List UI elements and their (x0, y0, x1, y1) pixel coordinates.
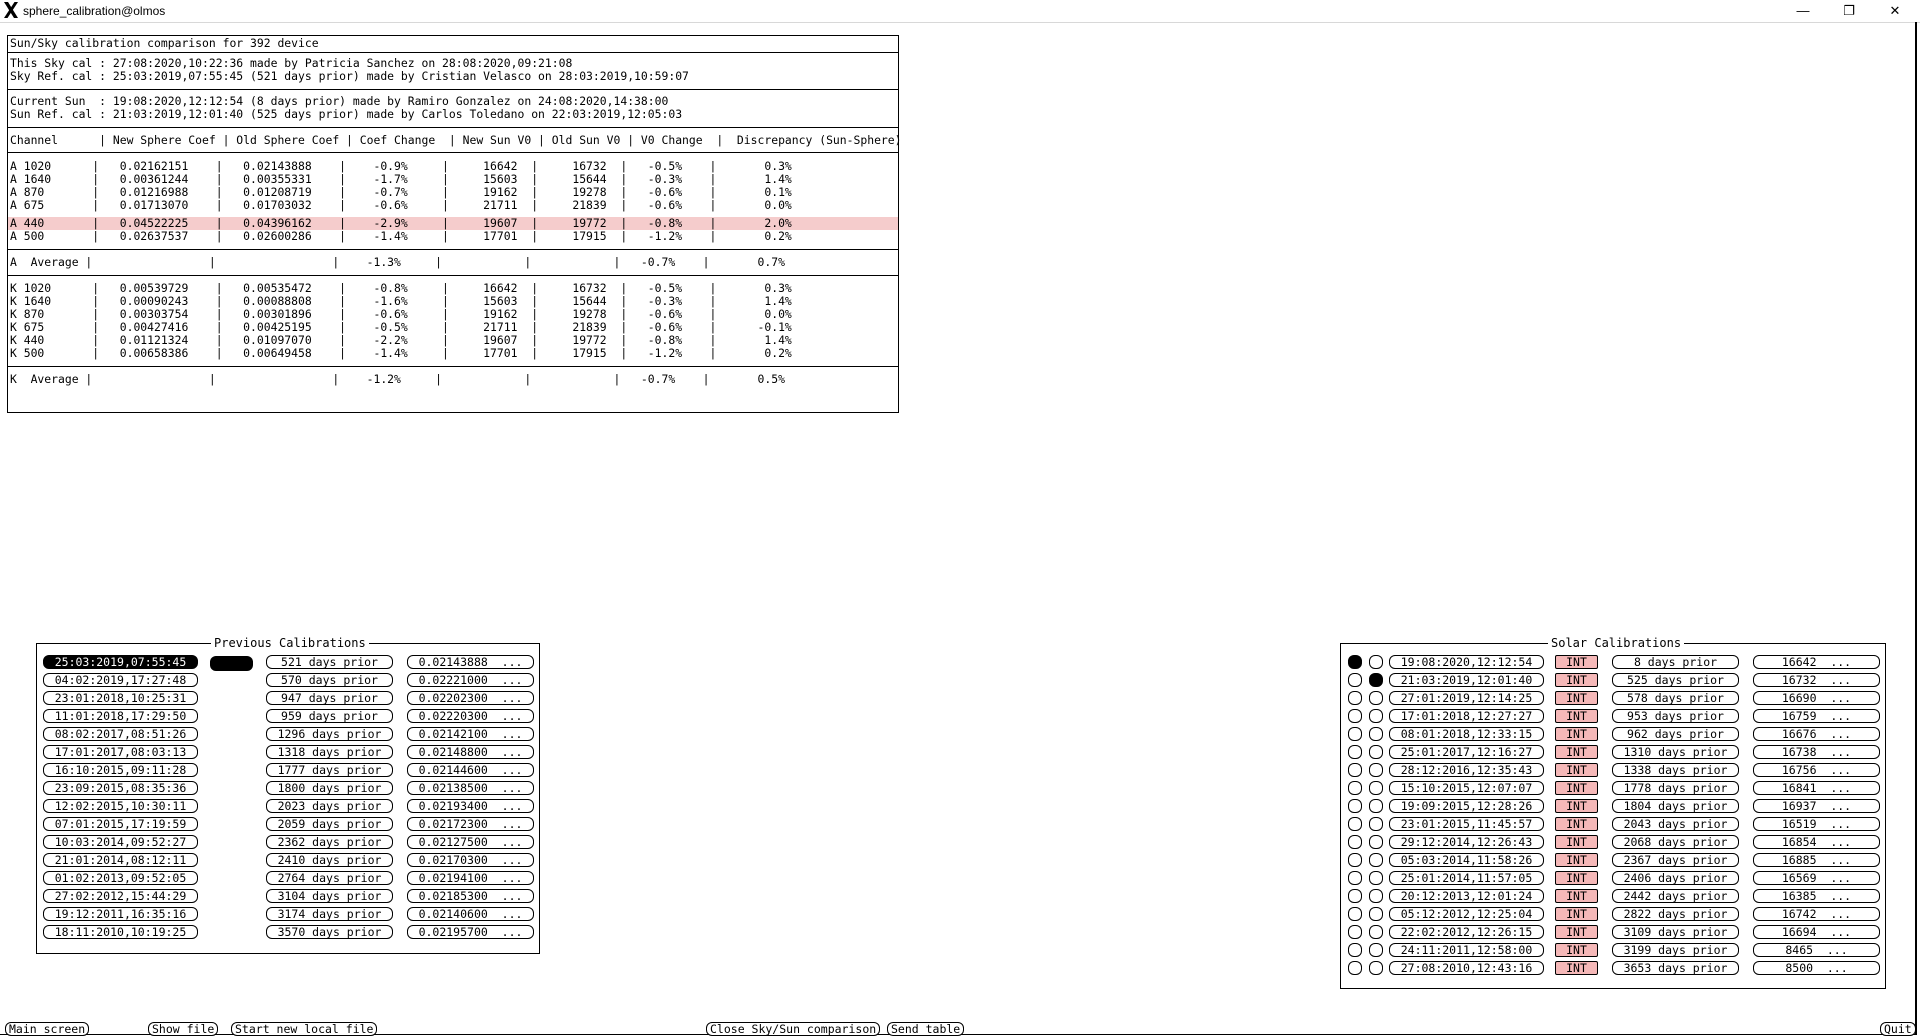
int-badge: INT (1555, 655, 1598, 669)
int-badge: INT (1555, 691, 1598, 705)
int-badge: INT (1555, 709, 1598, 723)
table-row: A 1020 | 0.02162151 | 0.02143888 | -0.9% | 16642 | 16732 | -0.5% | 0.3% (10, 159, 792, 173)
current-sun-radio[interactable] (1348, 871, 1362, 885)
reference-sun-radio[interactable] (1369, 727, 1383, 741)
reference-sun-radio[interactable] (1369, 853, 1383, 867)
previous-calibration-days-prior: 3174 days prior (266, 907, 393, 921)
current-sun-radio[interactable] (1348, 727, 1362, 741)
reference-sun-radio[interactable] (1369, 889, 1383, 903)
current-sun-radio[interactable] (1348, 709, 1362, 723)
int-badge: INT (1555, 745, 1598, 759)
solar-calibration-v0-button[interactable]: 16676 ... (1753, 727, 1880, 741)
previous-calibration-date-button[interactable]: 04:02:2019,17:27:48 (43, 673, 198, 687)
int-badge: INT (1555, 817, 1598, 831)
divider (8, 249, 898, 250)
int-badge: INT (1555, 835, 1598, 849)
solar-calibration-v0-button[interactable]: 16690 ... (1753, 691, 1880, 705)
solar-calibration-days-prior: 578 days prior (1612, 691, 1739, 705)
previous-calibration-days-prior: 1777 days prior (266, 763, 393, 777)
previous-calibration-days-prior: 2410 days prior (266, 853, 393, 867)
previous-calibration-coef-button[interactable]: 0.02127500 ... (407, 835, 534, 849)
int-badge: INT (1555, 943, 1598, 957)
previous-calibration-days-prior: 959 days prior (266, 709, 393, 723)
reference-sun-radio[interactable] (1369, 691, 1383, 705)
previous-calibrations-panel (36, 636, 540, 954)
int-badge: INT (1555, 853, 1598, 867)
reference-sun-radio[interactable] (1369, 907, 1383, 921)
reference-sun-radio[interactable] (1369, 781, 1383, 795)
current-sun-radio[interactable] (1348, 889, 1362, 903)
reference-sun-radio[interactable] (1369, 817, 1383, 831)
current-sun-line: Current Sun : 19:08:2020,12:12:54 (8 days prior) made by Ramiro Gonzalez on 24:08:2020,14:38:00 (10, 94, 669, 108)
current-sun-radio[interactable] (1348, 925, 1362, 939)
solar-calibration-days-prior: 962 days prior (1612, 727, 1739, 741)
reference-sun-radio[interactable] (1369, 709, 1383, 723)
solar-calibration-date-button[interactable]: 25:01:2014,11:57:05 (1389, 871, 1544, 885)
solar-calibration-days-prior: 1778 days prior (1612, 781, 1739, 795)
sun-ref-line: Sun Ref. cal : 21:03:2019,12:01:40 (525 days prior) made by Carlos Toledano on 22:03:2019,12:05:03 (10, 107, 683, 121)
solar-calibration-days-prior: 8 days prior (1612, 655, 1739, 669)
solar-calibration-days-prior: 1310 days prior (1612, 745, 1739, 759)
solar-calibration-v0-button[interactable]: 16756 ... (1753, 763, 1880, 777)
previous-calibration-coef-button[interactable]: 0.02138500 ... (407, 781, 534, 795)
table-row: K 1640 | 0.00090243 | 0.00088808 | -1.6% | 15603 | 15644 | -0.3% | 1.4% (10, 294, 792, 308)
previous-calibration-date-button[interactable]: 23:09:2015,08:35:36 (43, 781, 198, 795)
solar-calibration-date-button[interactable]: 05:03:2014,11:58:26 (1389, 853, 1544, 867)
solar-calibrations-title: Solar Calibrations (1548, 636, 1684, 650)
column-header: Channel | New Sphere Coef | Old Sphere Coef | Coef Change | New Sun V0 | Old Sun V0 | V0 Change | Discrepancy (Sun-Sphere) (10, 133, 902, 147)
solar-calibration-days-prior: 1804 days prior (1612, 799, 1739, 813)
previous-calibrations-title: Previous Calibrations (211, 636, 369, 650)
previous-calibration-days-prior: 2362 days prior (266, 835, 393, 849)
solar-calibration-date-button[interactable]: 15:10:2015,12:07:07 (1389, 781, 1544, 795)
int-badge: INT (1555, 727, 1598, 741)
solar-calibration-date-button[interactable]: 19:08:2020,12:12:54 (1389, 655, 1544, 669)
previous-calibration-date-button[interactable]: 25:03:2019,07:55:45 (43, 655, 198, 669)
previous-calibration-date-button[interactable]: 19:12:2011,16:35:16 (43, 907, 198, 921)
previous-calibration-coef-button[interactable]: 0.02144600 ... (407, 763, 534, 777)
solar-calibration-v0-button[interactable]: 16732 ... (1753, 673, 1880, 687)
minimize-icon[interactable]: — (1796, 3, 1810, 18)
comparison-header: Sun/Sky calibration comparison for 392 device (10, 36, 319, 50)
table-row-highlighted: A 440 | 0.04522225 | 0.04396162 | -2.9% | 19607 | 19772 | -0.8% | 2.0% (10, 216, 792, 230)
previous-calibration-coef-button[interactable]: 0.02143888 ... (407, 655, 534, 669)
int-badge: INT (1555, 871, 1598, 885)
solar-calibration-date-button[interactable]: 29:12:2014,12:26:43 (1389, 835, 1544, 849)
previous-calibration-coef-button[interactable]: 0.02148800 ... (407, 745, 534, 759)
window-title: sphere_calibration@olmos (23, 4, 166, 18)
solar-calibration-days-prior: 2442 days prior (1612, 889, 1739, 903)
solar-calibration-v0-button[interactable]: 16841 ... (1753, 781, 1880, 795)
table-row: A 1640 | 0.00361244 | 0.00355331 | -1.7% | 15603 | 15644 | -0.3% | 1.4% (10, 172, 792, 186)
previous-calibration-coef-button[interactable]: 0.02142100 ... (407, 727, 534, 741)
solar-calibration-days-prior: 2043 days prior (1612, 817, 1739, 831)
reference-sun-radio[interactable] (1369, 925, 1383, 939)
current-sun-radio[interactable] (1348, 835, 1362, 849)
solar-calibration-date-button[interactable]: 20:12:2013,12:01:24 (1389, 889, 1544, 903)
solar-calibration-v0-button[interactable]: 16738 ... (1753, 745, 1880, 759)
table-row: A 500 | 0.02637537 | 0.02600286 | -1.4% | 17701 | 17915 | -1.2% | 0.2% (10, 229, 792, 243)
solar-calibration-v0-button[interactable]: 16385 ... (1753, 889, 1880, 903)
current-sun-radio[interactable] (1348, 799, 1362, 813)
int-badge: INT (1555, 925, 1598, 939)
divider (8, 275, 898, 276)
show-file-button[interactable]: Show file (148, 1022, 218, 1036)
previous-calibration-date-button[interactable]: 01:02:2013,09:52:05 (43, 871, 198, 885)
solar-calibration-days-prior: 525 days prior (1612, 673, 1739, 687)
solar-calibration-v0-button[interactable]: 16569 ... (1753, 871, 1880, 885)
previous-calibration-days-prior: 3104 days prior (266, 889, 393, 903)
int-badge: INT (1555, 673, 1598, 687)
solar-calibration-days-prior: 3653 days prior (1612, 961, 1739, 975)
previous-calibration-coef-button[interactable]: 0.02194100 ... (407, 871, 534, 885)
previous-calibration-coef-button[interactable]: 0.02221000 ... (407, 673, 534, 687)
int-badge: INT (1555, 961, 1598, 975)
solar-calibration-date-button[interactable]: 22:02:2012,12:26:15 (1389, 925, 1544, 939)
solar-calibration-days-prior: 3199 days prior (1612, 943, 1739, 957)
divider (8, 127, 898, 128)
current-sun-radio[interactable] (1348, 853, 1362, 867)
solar-calibration-date-button[interactable]: 24:11:2011,12:58:00 (1389, 943, 1544, 957)
current-sun-radio[interactable] (1348, 817, 1362, 831)
solar-calibration-days-prior: 2406 days prior (1612, 871, 1739, 885)
solar-calibration-v0-button[interactable]: 16854 ... (1753, 835, 1880, 849)
sky-ref-line: Sky Ref. cal : 25:03:2019,07:55:45 (521 days prior) made by Cristian Velasco on 28:03:2019,10:59:07 (10, 69, 689, 83)
solar-calibration-date-button[interactable]: 17:01:2018,12:27:27 (1389, 709, 1544, 723)
divider (8, 366, 898, 367)
int-badge: INT (1555, 799, 1598, 813)
table-row: K 440 | 0.01121324 | 0.01097070 | -2.2% | 19607 | 19772 | -0.8% | 1.4% (10, 333, 792, 347)
previous-calibration-date-button[interactable]: 21:01:2014,08:12:11 (43, 853, 198, 867)
previous-calibration-date-button[interactable]: 07:01:2015,17:19:59 (43, 817, 198, 831)
a-average-row: A Average | | | -1.3% | | | -0.7% | 0.7% (10, 255, 785, 269)
previous-calibration-days-prior: 2023 days prior (266, 799, 393, 813)
solar-calibration-days-prior: 2068 days prior (1612, 835, 1739, 849)
current-sun-radio[interactable] (1348, 781, 1362, 795)
previous-calibration-coef-button[interactable]: 0.02202300 ... (407, 691, 534, 705)
solar-calibration-days-prior: 953 days prior (1612, 709, 1739, 723)
previous-calibration-coef-button[interactable]: 0.02185300 ... (407, 889, 534, 903)
previous-calibration-date-button[interactable]: 11:01:2018,17:29:50 (43, 709, 198, 723)
previous-calibration-date-button[interactable]: 23:01:2018,10:25:31 (43, 691, 198, 705)
table-row: K 675 | 0.00427416 | 0.00425195 | -0.5% | 21711 | 21839 | -0.6% | -0.1% (10, 320, 792, 334)
start-new-local-file-button[interactable]: Start new local file (231, 1022, 377, 1036)
solar-calibration-days-prior: 2822 days prior (1612, 907, 1739, 921)
solar-calibration-days-prior: 3109 days prior (1612, 925, 1739, 939)
previous-calibration-days-prior: 1318 days prior (266, 745, 393, 759)
current-sun-radio[interactable] (1348, 691, 1362, 705)
solar-calibration-date-button[interactable]: 28:12:2016,12:35:43 (1389, 763, 1544, 777)
previous-calibration-days-prior: 1800 days prior (266, 781, 393, 795)
previous-calibration-days-prior: 521 days prior (266, 655, 393, 669)
current-sun-radio[interactable] (1348, 763, 1362, 777)
divider (8, 152, 898, 153)
reference-sun-radio[interactable] (1369, 763, 1383, 777)
reference-sun-radio[interactable] (1369, 961, 1383, 975)
current-sun-radio[interactable] (1348, 943, 1362, 957)
previous-calibration-coef-button[interactable]: 0.02140600 ... (407, 907, 534, 921)
solar-calibration-v0-button[interactable]: 16742 ... (1753, 907, 1880, 921)
divider (8, 89, 898, 90)
previous-calibration-date-button[interactable]: 10:03:2014,09:52:27 (43, 835, 198, 849)
current-sun-radio[interactable] (1348, 961, 1362, 975)
comparison-table (7, 35, 902, 413)
selection-marker (210, 656, 253, 671)
previous-calibration-date-button[interactable]: 08:02:2017,08:51:26 (43, 727, 198, 741)
reference-sun-radio[interactable] (1369, 673, 1383, 687)
solar-calibrations-panel (1340, 636, 1886, 989)
table-row: A 870 | 0.01216988 | 0.01208719 | -0.7% | 19162 | 19278 | -0.6% | 0.1% (10, 185, 792, 199)
table-row: K 1020 | 0.00539729 | 0.00535472 | -0.8% | 16642 | 16732 | -0.5% | 0.3% (10, 281, 792, 295)
solar-calibration-v0-button[interactable]: 16937 ... (1753, 799, 1880, 813)
reference-sun-radio[interactable] (1369, 835, 1383, 849)
solar-calibration-days-prior: 1338 days prior (1612, 763, 1739, 777)
window-title-bar (0, 0, 1920, 23)
x11-logo-icon (3, 1, 19, 19)
solar-calibration-date-button[interactable]: 05:12:2012,12:25:04 (1389, 907, 1544, 921)
quit-button[interactable]: Quit (1880, 1022, 1916, 1036)
reference-sun-radio[interactable] (1369, 943, 1383, 957)
sky-cal-line: This Sky cal : 27:08:2020,10:22:36 made by Patricia Sanchez on 28:08:2020,09:21:08 (10, 56, 573, 70)
current-sun-radio[interactable] (1348, 745, 1362, 759)
solar-calibration-date-button[interactable]: 21:03:2019,12:01:40 (1389, 673, 1544, 687)
solar-calibration-v0-button[interactable]: 16642 ... (1753, 655, 1880, 669)
solar-calibration-v0-button[interactable]: 16694 ... (1753, 925, 1880, 939)
previous-calibration-days-prior: 2764 days prior (266, 871, 393, 885)
previous-calibration-days-prior: 2059 days prior (266, 817, 393, 831)
previous-calibration-coef-button[interactable]: 0.02195700 ... (407, 925, 534, 939)
reference-sun-radio[interactable] (1369, 655, 1383, 669)
previous-calibration-days-prior: 570 days prior (266, 673, 393, 687)
previous-calibration-date-button[interactable]: 12:02:2015,10:30:11 (43, 799, 198, 813)
solar-calibration-v0-button[interactable]: 8500 ... (1753, 961, 1880, 975)
previous-calibration-coef-button[interactable]: 0.02193400 ... (407, 799, 534, 813)
previous-calibration-days-prior: 3570 days prior (266, 925, 393, 939)
int-badge: INT (1555, 781, 1598, 795)
solar-calibration-date-button[interactable]: 08:01:2018,12:33:15 (1389, 727, 1544, 741)
previous-calibration-date-button[interactable]: 18:11:2010,10:19:25 (43, 925, 198, 939)
solar-calibration-date-button[interactable]: 27:08:2010,12:43:16 (1389, 961, 1544, 975)
int-badge: INT (1555, 907, 1598, 921)
table-row: K 870 | 0.00303754 | 0.00301896 | -0.6% | 19162 | 19278 | -0.6% | 0.0% (10, 307, 792, 321)
solar-calibration-days-prior: 2367 days prior (1612, 853, 1739, 867)
previous-calibration-days-prior: 947 days prior (266, 691, 393, 705)
reference-sun-radio[interactable] (1369, 745, 1383, 759)
reference-sun-radio[interactable] (1369, 799, 1383, 813)
solar-calibration-v0-button[interactable]: 8465 ... (1753, 943, 1880, 957)
solar-calibration-v0-button[interactable]: 16885 ... (1753, 853, 1880, 867)
int-badge: INT (1555, 889, 1598, 903)
previous-calibration-coef-button[interactable]: 0.02220300 ... (407, 709, 534, 723)
previous-calibration-date-button[interactable]: 17:01:2017,08:03:13 (43, 745, 198, 759)
solar-calibration-date-button[interactable]: 27:01:2019,12:14:25 (1389, 691, 1544, 705)
solar-calibration-v0-button[interactable]: 16519 ... (1753, 817, 1880, 831)
reference-sun-radio[interactable] (1369, 871, 1383, 885)
table-row: K 500 | 0.00658386 | 0.00649458 | -1.4% | 17701 | 17915 | -1.2% | 0.2% (10, 346, 792, 360)
previous-calibration-date-button[interactable]: 16:10:2015,09:11:28 (43, 763, 198, 777)
restore-icon[interactable]: ❐ (1843, 3, 1855, 18)
current-sun-radio[interactable] (1348, 907, 1362, 921)
solar-calibration-v0-button[interactable]: 16759 ... (1753, 709, 1880, 723)
int-badge: INT (1555, 763, 1598, 777)
current-sun-radio[interactable] (1348, 673, 1362, 687)
current-sun-radio[interactable] (1348, 655, 1362, 669)
close-comparison-button[interactable]: Close Sky/Sun comparison (706, 1022, 880, 1036)
solar-calibration-date-button[interactable]: 19:09:2015,12:28:26 (1389, 799, 1544, 813)
divider (8, 52, 898, 53)
send-table-button[interactable]: Send table (887, 1022, 964, 1036)
solar-calibration-date-button[interactable]: 25:01:2017,12:16:27 (1389, 745, 1544, 759)
previous-calibration-days-prior: 1296 days prior (266, 727, 393, 741)
solar-calibration-date-button[interactable]: 23:01:2015,11:45:57 (1389, 817, 1544, 831)
previous-calibration-date-button[interactable]: 27:02:2012,15:44:29 (43, 889, 198, 903)
close-icon[interactable]: ✕ (1889, 3, 1901, 18)
previous-calibration-coef-button[interactable]: 0.02172300 ... (407, 817, 534, 831)
previous-calibration-coef-button[interactable]: 0.02170300 ... (407, 853, 534, 867)
k-average-row: K Average | | | -1.2% | | | -0.7% | 0.5% (10, 372, 785, 386)
main-screen-button[interactable]: Main screen (5, 1022, 89, 1036)
table-row: A 675 | 0.01713070 | 0.01703032 | -0.6% | 21711 | 21839 | -0.6% | 0.0% (10, 198, 792, 212)
